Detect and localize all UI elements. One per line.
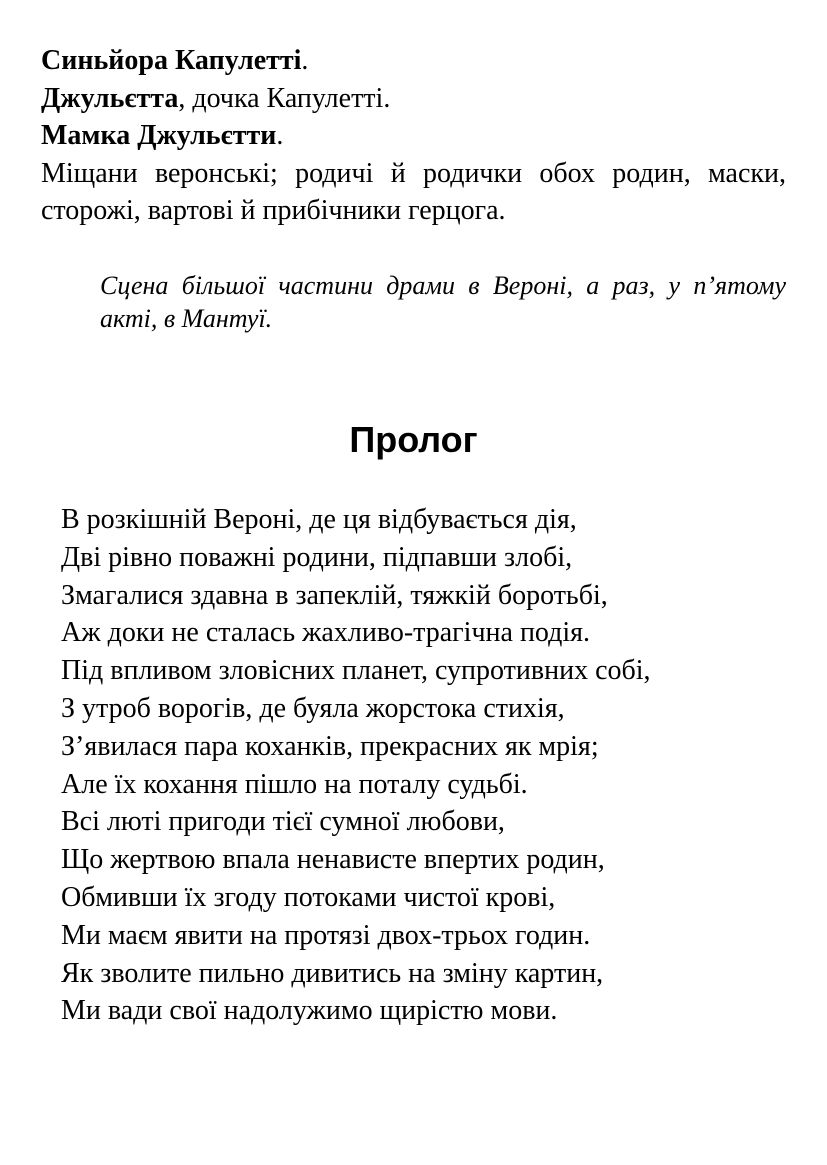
scene-note: Сцена більшої частини драми в Вероні, а раз, у п’ятому акті, в Мантуї.	[100, 271, 786, 333]
verse-line: Всі люті пригоди тієї сумної любови,	[61, 806, 505, 838]
cast-description: .	[276, 120, 284, 151]
verse-line: В розкішній Вероні, де ця відбувається дія,	[61, 504, 577, 535]
cast-list	[41, 42, 786, 230]
prologue-verse	[61, 501, 801, 1030]
verse-line: Обмивши їх згоду потоками чистої крові,	[61, 881, 556, 913]
verse-line: Що жертвою впала ненависте впертих родин,	[61, 844, 605, 876]
verse-line: Дві рівно поважні родини, підпавши злобі,	[61, 541, 573, 573]
cast-entry	[41, 42, 786, 80]
cast-name: Джульєтта	[41, 82, 179, 114]
cast-entry	[41, 117, 786, 155]
cast-description: .	[301, 45, 309, 76]
verse-line: Змагалися здавна в запеклій, тяжкій боротьбі,	[61, 579, 608, 611]
cast-extra: Міщани веронські; родичі й родички обох родин, маски, сторожі, вартові й прибічники герцога.	[41, 157, 786, 226]
verse-line: Аж доки не сталась жахливо-трагічна подія.	[61, 617, 591, 649]
cast-name: Мамка Джульєтти	[41, 120, 277, 151]
cast-description: , дочка Капулетті.	[178, 82, 391, 114]
verse-line: Ми вади свої надолужимо щирістю мови.	[61, 995, 558, 1027]
cast-entry	[41, 80, 786, 118]
verse-line: Але їх кохання пішло на поталу судьбі.	[61, 768, 528, 800]
verse-line: З утроб ворогів, де буяла жорстока стихія,	[61, 692, 565, 724]
verse-line: Під впливом зловісних планет, супротивних собі,	[61, 655, 651, 687]
verse-line: З’явилася пара коханків, прекрасних як мрія;	[61, 730, 599, 762]
verse-line: Ми маєм явити на протязі двох-трьох годин.	[61, 919, 591, 951]
verse-line: Як зволите пильно дивитись на зміну картин,	[61, 957, 604, 989]
prologue-title: Пролог	[349, 419, 478, 460]
cast-name: Синьйора Капулетті	[41, 45, 302, 76]
